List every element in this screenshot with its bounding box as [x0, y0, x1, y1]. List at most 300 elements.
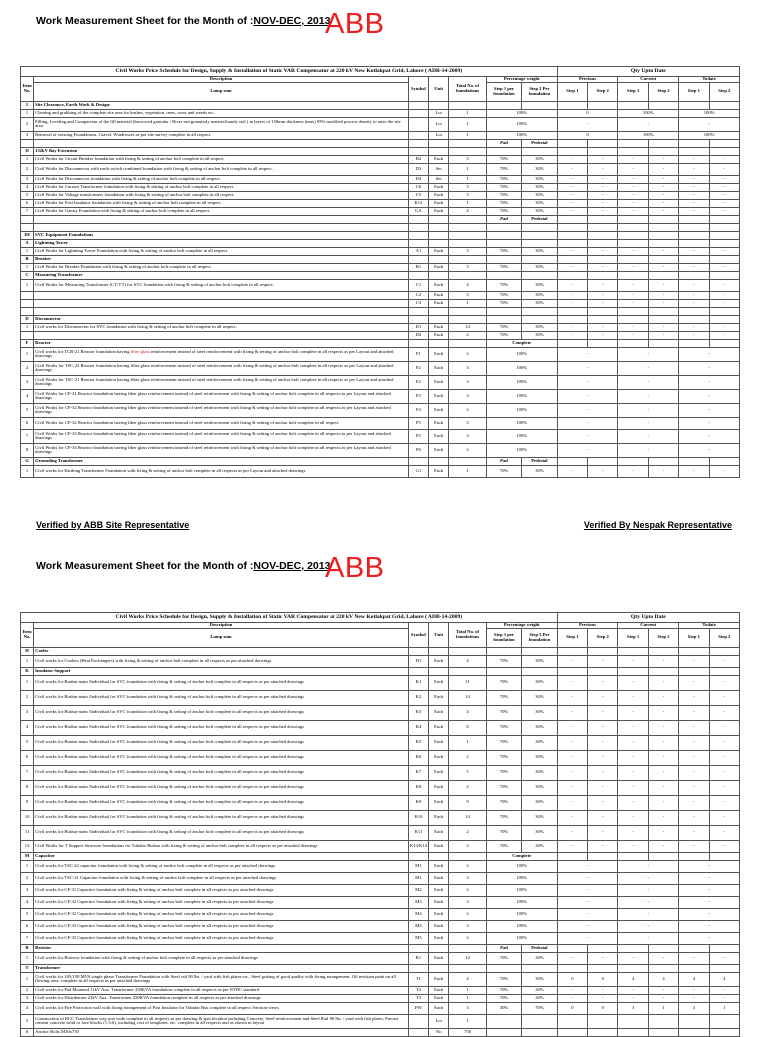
section-row	[21, 964, 740, 972]
table-cell	[648, 215, 678, 223]
table-cell	[648, 315, 678, 323]
item-unit: Each	[429, 932, 449, 944]
item-symbol	[408, 1014, 428, 1028]
table-cell	[679, 101, 709, 109]
item-symbol: C5	[408, 191, 428, 199]
item-total-no: 3	[449, 375, 486, 389]
table-cell	[522, 223, 557, 231]
item-total-no: 2	[449, 825, 486, 840]
section-number: R	[21, 944, 34, 952]
item-symbol: F2	[408, 361, 428, 375]
item-step2-weight: 30%	[522, 825, 557, 840]
item-unit: Each	[429, 429, 449, 443]
table-cell	[21, 139, 34, 147]
todate-step1-value: -	[679, 705, 709, 720]
section-row	[21, 647, 740, 655]
todate-value: -	[679, 375, 740, 389]
current-step1-value: -	[618, 840, 648, 852]
table-row	[21, 403, 740, 417]
current-step2-value: -	[648, 279, 678, 291]
table-cell	[588, 271, 618, 279]
item-step1-weight: 70%	[486, 690, 521, 705]
previous-value: -	[557, 884, 618, 896]
previous-value: -	[557, 361, 618, 375]
step2-per-header: Step 2 Per foundation	[522, 82, 557, 101]
current-step2-value: -	[648, 952, 678, 964]
item-description: Civil works for Busbar main /Individual for SVC foundation with fixing & setting of anchor bolt complete in all respects as per attached drawings	[34, 705, 409, 720]
item-unit: Set	[429, 175, 449, 183]
todate-value: -	[679, 361, 740, 375]
item-step1-weight: 70%	[486, 655, 521, 667]
current-value: -	[618, 920, 679, 932]
section-row	[21, 255, 740, 263]
item-weight: 100%	[486, 361, 557, 375]
item-unit: Each	[429, 375, 449, 389]
item-total-no: 3	[449, 191, 486, 199]
table-cell	[429, 101, 449, 109]
todate-value: -	[679, 860, 740, 872]
table-cell	[648, 944, 678, 952]
table-cell	[429, 239, 449, 247]
todate-value: -	[679, 932, 740, 944]
table-cell	[449, 307, 486, 315]
item-symbol: D3	[408, 163, 428, 175]
previous-value: -	[557, 920, 618, 932]
item-symbol: D1	[408, 323, 428, 331]
previous-step1-value: -	[557, 750, 587, 765]
section-row	[21, 944, 740, 952]
todate-step2-value: -	[709, 750, 739, 765]
todate-step1-value: -	[679, 247, 709, 255]
item-step1-weight: 70%	[486, 183, 521, 191]
todate-step2-value: -	[709, 810, 739, 825]
verified-nespak: Verified By Nespak Representative	[583, 520, 732, 530]
current-step2-value: -	[648, 655, 678, 667]
item-total-no: 750	[449, 1028, 486, 1036]
item-symbol: M1	[408, 860, 428, 872]
item-step2-weight: 30%	[522, 690, 557, 705]
item-step1-weight: 70%	[486, 825, 521, 840]
item-number	[21, 291, 34, 299]
todate-step2-value: -	[709, 279, 739, 291]
weight-label: Complete	[486, 852, 557, 860]
item-number: 1	[21, 279, 34, 291]
todate-step1-value	[679, 1014, 709, 1028]
item-description: Civil works for Fire Protection wall with fixing arrangement of Post Insulator for Tubular Bus complete in all respect /Section views	[34, 1002, 409, 1014]
item-step1-weight: 70%	[486, 331, 521, 339]
item-unit: Each	[429, 952, 449, 964]
todate-step2-value: -	[709, 675, 739, 690]
table-cell	[709, 215, 739, 223]
previous-step2-value: -	[588, 155, 618, 163]
item-unit: Each	[429, 795, 449, 810]
table-cell	[486, 231, 521, 239]
item-description: Civil Works for Lightning Tower Foundation with fixing & setting of anchor bolt complete in all respect.	[34, 247, 409, 255]
item-description: Civil works for Resistor foundation with fixing & setting of anchor bolt complete in all respects as per attached drawings	[34, 952, 409, 964]
section-number: C	[21, 271, 34, 279]
previous-step2-value: -	[588, 291, 618, 299]
todate-value: -	[679, 429, 740, 443]
item-step2-weight: 30%	[522, 323, 557, 331]
current-step2-value: -	[648, 994, 678, 1002]
todate-step2-value: -	[709, 299, 739, 307]
table-row	[21, 279, 740, 291]
item-symbol: C1	[408, 279, 428, 291]
table-row	[21, 780, 740, 795]
current-step1-value: -	[618, 720, 648, 735]
item-number: 2	[21, 361, 34, 375]
item-weight: 100%	[486, 109, 557, 117]
previous-step2-value: -	[588, 183, 618, 191]
previous-value: -	[557, 429, 618, 443]
item-total-no: 3	[449, 932, 486, 944]
item-unit: Each	[429, 299, 449, 307]
table-cell	[679, 647, 709, 655]
item-weight: 100%	[486, 429, 557, 443]
item-number: 1	[21, 109, 34, 117]
percentage-weight-header: Percentage weight	[486, 623, 557, 629]
item-number: 5	[21, 403, 34, 417]
table-cell	[709, 147, 739, 155]
item-number: 1	[21, 952, 34, 964]
table-cell	[408, 139, 428, 147]
item-symbol: A1	[408, 247, 428, 255]
item-number: 1	[21, 263, 34, 271]
item-step1-weight: 70%	[486, 155, 521, 163]
item-total-no: 3	[449, 908, 486, 920]
todate-step1-value: -	[679, 465, 709, 477]
item-description: Civil Works for Measuring Transformer (CT/VT) for SVC foundation with fixing & setting of anchor bolt complete in all respect.	[34, 279, 409, 291]
item-description: Civil Works for Gantry Foundation with fixing & setting of anchor bolt complete in all respect.	[34, 207, 409, 215]
todate-value: -	[679, 403, 740, 417]
item-symbol: K12	[408, 199, 428, 207]
table-row	[21, 117, 740, 131]
item-symbol: M4	[408, 908, 428, 920]
todate-value: -	[679, 908, 740, 920]
table-cell	[588, 667, 618, 675]
table-cell	[679, 215, 709, 223]
todate-step1-value: -	[679, 750, 709, 765]
previous-step1-value: -	[557, 952, 587, 964]
table-cell	[679, 457, 709, 465]
item-step2-weight: 30%	[522, 191, 557, 199]
previous-value: -	[557, 872, 618, 884]
item-description: Civil Works for TSC-22 Reactor foundation having fiber glass reinforcement instead of steel reinforcement with fixing & setting of anchor bolt complete in all respects as per Layout and attached drawings	[34, 361, 409, 375]
previous-step2-value: -	[588, 750, 618, 765]
table-cell	[709, 239, 739, 247]
table-cell	[679, 223, 709, 231]
section-row	[21, 239, 740, 247]
item-step1-weight: 70%	[486, 175, 521, 183]
table-cell	[429, 271, 449, 279]
item-symbol: K5	[408, 735, 428, 750]
table-cell	[709, 271, 739, 279]
section-row	[21, 147, 740, 155]
todate-step1-value: -	[679, 191, 709, 199]
current-step1-value: -	[618, 291, 648, 299]
table-cell	[557, 852, 587, 860]
previous-value: -	[557, 347, 618, 361]
item-symbol: FW	[408, 1002, 428, 1014]
weight-label-row	[21, 215, 740, 223]
weight-label-pedestal: Pedestal	[522, 139, 557, 147]
item-step1-weight: 70%	[486, 263, 521, 271]
table-cell	[449, 239, 486, 247]
item-number: 4	[21, 896, 34, 908]
todate-value: 100%	[679, 131, 740, 139]
table-cell	[588, 255, 618, 263]
todate-step1-value: -	[679, 675, 709, 690]
table-cell	[429, 944, 449, 952]
item-symbol: T3	[408, 994, 428, 1002]
table-row	[21, 795, 740, 810]
todate-step1-value: -	[679, 690, 709, 705]
previous-step2-value: -	[588, 199, 618, 207]
previous-step1-value: -	[557, 690, 587, 705]
table-cell	[486, 223, 521, 231]
item-step2-weight	[522, 1028, 557, 1036]
table-cell	[557, 255, 587, 263]
item-step2-weight: 30%	[522, 750, 557, 765]
table-cell	[648, 101, 678, 109]
table-row	[21, 191, 740, 199]
table-cell	[449, 231, 486, 239]
table-cell	[709, 255, 739, 263]
previous-step1-value: -	[557, 825, 587, 840]
item-number: 3	[21, 375, 34, 389]
current-step1-value: -	[618, 183, 648, 191]
item-unit: Each	[429, 735, 449, 750]
item-number: 7	[21, 207, 34, 215]
item-total-no: 3	[449, 1002, 486, 1014]
section-title: Lightning Tower	[34, 239, 409, 247]
table-cell	[486, 307, 521, 315]
table-cell	[408, 215, 428, 223]
current-step1-value: -	[618, 986, 648, 994]
table-cell	[557, 944, 587, 952]
item-unit: Each	[429, 884, 449, 896]
table-cell	[679, 147, 709, 155]
previous-step2-value: -	[588, 795, 618, 810]
table-title: Civil Works Price Schedule for Design, Supply & Installation of Static VAR Compensator at 220 kV New Kotlakpat Grid, Lahore ( ADB-14-2009)	[21, 613, 558, 623]
table-row	[21, 131, 740, 139]
previous-step2-value: -	[588, 765, 618, 780]
previous-step1-value: -	[557, 199, 587, 207]
item-weight: 100%	[486, 443, 557, 457]
item-description: Civil works for 105/150 MVA single phase Transformer Foundation with Steel rail 90 lbs. / yard with fish plates etc., Steel grating of good quality with fixing arrangement, Oil resistant paint on all flowing area, complete in all respects as per attached drawings	[34, 972, 409, 986]
item-number: 2	[21, 872, 34, 884]
item-weight: 100%	[486, 389, 557, 403]
table-cell	[449, 147, 486, 155]
percentage-weight-header: Percentage weight	[486, 77, 557, 83]
table-cell	[588, 239, 618, 247]
table-cell	[679, 339, 709, 347]
abb-logo: ABB	[325, 8, 385, 40]
item-step1-weight: 70%	[486, 780, 521, 795]
item-symbol: K8	[408, 780, 428, 795]
table-cell	[648, 147, 678, 155]
current-step1-value: -	[618, 994, 648, 1002]
previous-step2-value: -	[588, 690, 618, 705]
current-step1-value: -	[618, 795, 648, 810]
todate-step2-value: -	[709, 163, 739, 175]
item-total-no: 9	[449, 795, 486, 810]
table-cell	[648, 307, 678, 315]
item-symbol	[408, 131, 428, 139]
current-step1-value: -	[618, 780, 648, 795]
item-description: Clearing and grubbing of the complete site area for bushes, vegetation, trees, roots and weeds etc.	[34, 109, 409, 117]
item-number: 1	[21, 247, 34, 255]
item-unit: Each	[429, 417, 449, 429]
item-symbol: K9	[408, 795, 428, 810]
item-unit: Each	[429, 810, 449, 825]
item-symbol: B2	[408, 155, 428, 163]
previous-step1-value: -	[557, 994, 587, 1002]
todate-step1-value: -	[679, 994, 709, 1002]
item-unit: Each	[429, 1002, 449, 1014]
table-cell	[709, 139, 739, 147]
current-step2-value	[648, 1014, 678, 1028]
todate-step1-value: -	[679, 163, 709, 175]
table-row	[21, 155, 740, 163]
item-description: Civil works for Earthing Transformer Foundation with fixing & setting of anchor bolt complete in all respects as per Layout and attached drawings	[34, 465, 409, 477]
item-description: Civil works for CF-31 Capacitor foundation with fixing & setting of anchor bolt complete in all respects as per attached drawings	[34, 884, 409, 896]
section-number: H	[21, 647, 34, 655]
current-step2-value: -	[648, 705, 678, 720]
table-cell	[429, 339, 449, 347]
table-cell	[408, 339, 428, 347]
item-symbol: GA	[408, 207, 428, 215]
table-cell	[588, 307, 618, 315]
item-symbol: F2	[408, 375, 428, 389]
table-title-row	[21, 613, 740, 623]
previous-value: -	[557, 117, 618, 131]
item-description: Civil works for Pad Mounted 11kV Aux. Transformer 250KVA foundation complete in all respects as per NTDC standard	[34, 986, 409, 994]
table-row	[21, 465, 740, 477]
table-cell	[588, 231, 618, 239]
item-total-no: 1	[449, 986, 486, 994]
item-step2-weight: 30%	[522, 735, 557, 750]
todate-value: -	[679, 117, 740, 131]
todate-step2-header: Step 2	[709, 82, 739, 101]
item-step1-weight: 70%	[486, 765, 521, 780]
item-unit: Each	[429, 323, 449, 331]
item-symbol: F5	[408, 429, 428, 443]
item-description	[34, 299, 409, 307]
item-total-no: 1	[449, 994, 486, 1002]
current-step1-value: -	[618, 175, 648, 183]
todate-step1-value: -	[679, 183, 709, 191]
item-description: Civil works for CF-33 Capacitor foundation with fixing & setting of anchor bolt complete in all respects as per attached drawings	[34, 932, 409, 944]
previous-step1-value: -	[557, 735, 587, 750]
section-title: Capacitor	[34, 852, 409, 860]
current-step1-value: -	[618, 810, 648, 825]
todate-step1-value: -	[679, 263, 709, 271]
table-cell	[618, 339, 648, 347]
item-step2-weight: 30%	[522, 207, 557, 215]
previous-header: Previous	[557, 623, 618, 629]
section-row	[21, 231, 740, 239]
item-description: Civil works for Busbar main /Individual for SVC foundation with fixing & setting of anchor bolt complete in all respects as per attached drawings	[34, 825, 409, 840]
section-title: SVC Equipment Foundations	[34, 231, 409, 239]
table-cell	[449, 101, 486, 109]
previous-step1-value: -	[557, 291, 587, 299]
item-number: 1	[21, 675, 34, 690]
table-cell	[648, 457, 678, 465]
table-row	[21, 675, 740, 690]
table-cell	[486, 647, 521, 655]
current-step2-value: -	[648, 840, 678, 852]
previous-step1-value: -	[557, 163, 587, 175]
item-description: Civil Works for Disconnector with earth switch combined foundation with fixing & setting of anchor bolt complete in all respect.	[34, 163, 409, 175]
todate-step1-value: -	[679, 952, 709, 964]
table-cell	[679, 964, 709, 972]
item-description: Civil Works for CF-33 Reactor foundation having fiber glass reinforcement instead of steel reinforcement with fixing & setting of anchor bolt complete in all respects as per Layout and attached drawings	[34, 443, 409, 457]
item-description: Civil works for Coolers (Heat Exchangers) with fixing & setting of anchor bolt complete in all respects as per attached drawings	[34, 655, 409, 667]
item-total-no: 3	[449, 872, 486, 884]
description-header: Description	[34, 623, 409, 629]
table-cell	[648, 223, 678, 231]
item-weight: 100%	[486, 872, 557, 884]
current-step1-value: -	[618, 825, 648, 840]
current-step1-value: -	[618, 191, 648, 199]
table-cell	[557, 271, 587, 279]
lump-sum-header: Lump sum	[34, 82, 409, 101]
table-cell	[557, 307, 587, 315]
lump-sum-header: Lump sum	[34, 628, 409, 647]
todate-step1-value: -	[679, 279, 709, 291]
item-step2-weight: 30%	[522, 465, 557, 477]
previous-step1-value: -	[557, 279, 587, 291]
table-cell	[408, 147, 428, 155]
section-title: Cooler	[34, 647, 409, 655]
item-step1-weight: 70%	[486, 247, 521, 255]
todate-step1-value: -	[679, 825, 709, 840]
section-row	[21, 101, 740, 109]
table-cell	[34, 215, 409, 223]
current-step2-value: -	[648, 207, 678, 215]
previous-value: -	[557, 417, 618, 429]
table-cell	[618, 307, 648, 315]
table-row	[21, 765, 740, 780]
item-step1-weight: 70%	[486, 675, 521, 690]
item-step1-weight: 70%	[486, 735, 521, 750]
table-cell	[588, 315, 618, 323]
item-description: Civil Works for Voltage transformers foundation with fixing & setting of anchor bolt complete in all respect.	[34, 191, 409, 199]
item-number: 5	[21, 191, 34, 199]
section-number: F	[21, 339, 34, 347]
todate-step2-value: 4	[709, 972, 739, 986]
current-value: -	[618, 389, 679, 403]
item-symbol: C2	[408, 291, 428, 299]
item-total-no: 2	[449, 331, 486, 339]
previous-step1-value: -	[557, 720, 587, 735]
current-step1-value: 4	[618, 972, 648, 986]
table-cell	[408, 647, 428, 655]
table-cell	[408, 457, 428, 465]
previous-value: -	[557, 908, 618, 920]
item-unit: Each	[429, 896, 449, 908]
item-description: Civil Works for Disconnector foundation with fixing & setting of anchor bolt complete in all respect.	[34, 175, 409, 183]
table-cell	[679, 139, 709, 147]
current-step2-value: -	[648, 163, 678, 175]
table-cell	[557, 215, 587, 223]
current-value: -	[618, 361, 679, 375]
item-weight: 100%	[486, 860, 557, 872]
sheet-page-2	[0, 540, 768, 1034]
item-number: 8	[21, 780, 34, 795]
todate-step1-value: -	[679, 780, 709, 795]
